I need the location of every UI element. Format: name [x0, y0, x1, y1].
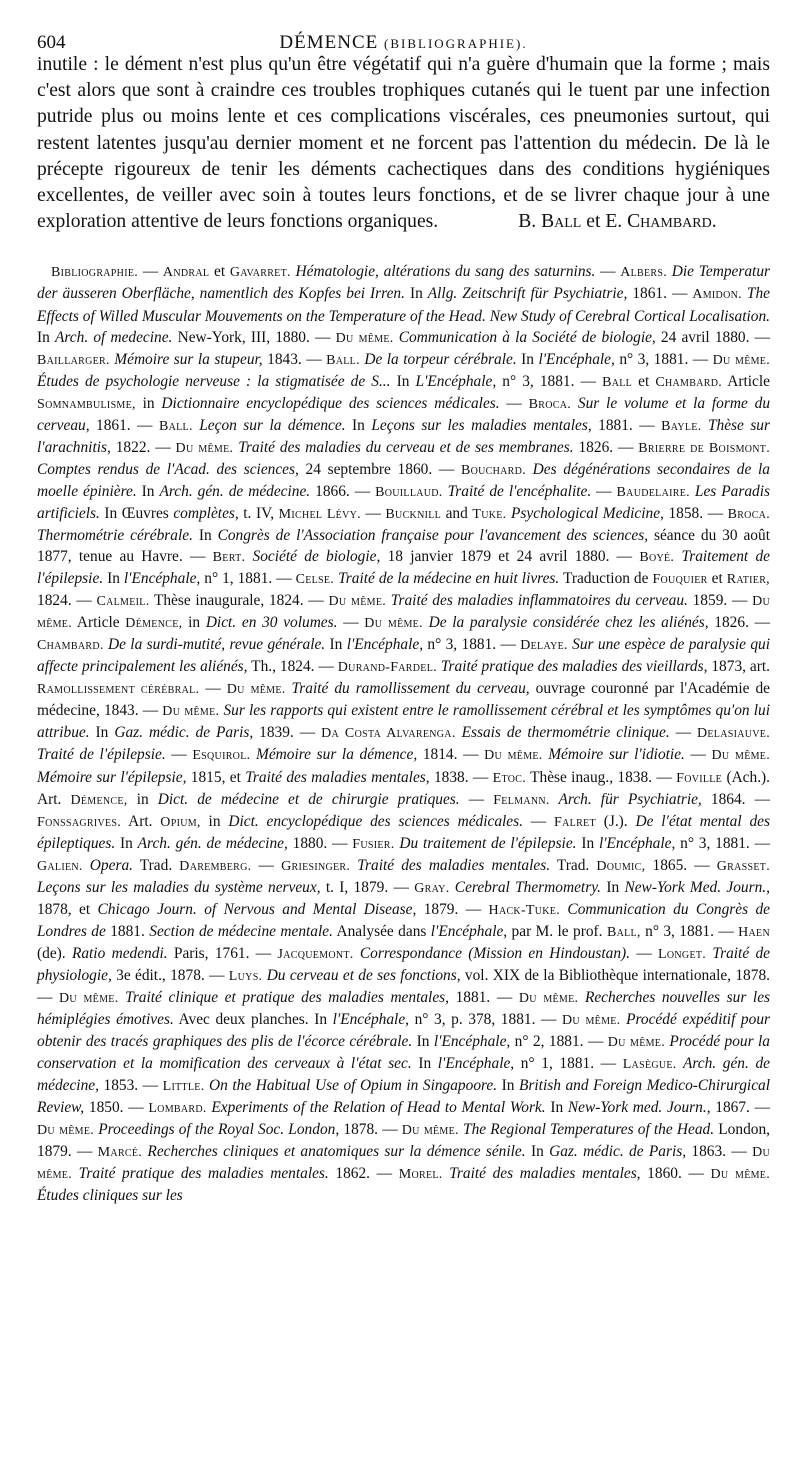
- bibliography-title: Die Temperatur der äusseren Oberfläche, namentlich des Kopfes bei Irren.: [37, 263, 771, 303]
- bibliography-text: 1864. —: [701, 790, 771, 808]
- bibliography-text: 1839. —: [253, 724, 322, 742]
- bibliography-author: Grasset.: [716, 858, 770, 874]
- bibliography-text: 1861. —: [89, 416, 159, 434]
- bibliography-title: l'Encéphale,: [598, 834, 676, 852]
- bibliography-author: Baillarger.: [37, 352, 110, 368]
- bibliography-text: London, 1879. —: [37, 1121, 771, 1161]
- bibliography-text: t. IV,: [238, 504, 279, 522]
- bibliography-text: In: [576, 834, 599, 852]
- bibliography-title: Traité de l'épilepsie.: [37, 746, 166, 764]
- bibliography-author: Lasègue.: [622, 1057, 677, 1073]
- bibliography-text: 1878. —: [339, 1121, 402, 1139]
- bibliography-text: —: [595, 263, 621, 281]
- bibliography-author: Somnambulisme,: [37, 396, 136, 412]
- bibliography-author: Little.: [162, 1079, 205, 1095]
- bibliography-text: and: [441, 504, 473, 522]
- bibliography-text: t. I, 1879. —: [320, 878, 415, 896]
- bibliography-text: —: [499, 394, 529, 412]
- bibliography-title: Arch. gén. de médecine,: [137, 834, 288, 852]
- bibliography-title: Traitement de l'épilepsie.: [37, 548, 770, 588]
- bibliography-text: par M. le prof.: [507, 922, 607, 940]
- bibliography-text: n° 1, 1881. —: [200, 570, 296, 588]
- bibliography-text: Thèse inaugurale, 1824. —: [149, 592, 329, 610]
- bibliography-text: ouvrage couronné par l'Académie de médecine, 1843. —: [37, 680, 770, 720]
- bibliography-text: 24 septembre 1860. —: [298, 460, 461, 478]
- bibliography-text: In: [115, 834, 138, 852]
- bibliography-text: n° 1, 1881. —: [514, 1055, 623, 1073]
- bibliography-text: et: [209, 263, 230, 281]
- bibliography-text: In: [412, 1033, 434, 1051]
- bibliography-title: Traité des maladies mentales.: [350, 856, 551, 874]
- bibliography-author: Du même.: [710, 1167, 771, 1183]
- bibliography-title: New-York Med. Journ.,: [624, 878, 770, 896]
- bibliography-author: Du même.: [335, 330, 394, 346]
- bibliography-author: Boyé.: [639, 550, 675, 566]
- bibliography-text: (Ach.). Art.: [37, 768, 771, 808]
- bibliography-title: Arch. für Psychiatrie,: [549, 790, 702, 808]
- bibliography-title: Communication à la Société de biologie,: [393, 328, 656, 346]
- bibliography-title: Hématologie, altérations du sang des saturnins.: [290, 263, 596, 281]
- bibliography-author: Bouillaud.: [375, 484, 443, 500]
- bibliography-author: Démence,: [125, 616, 183, 632]
- bibliography-author: Griesinger.: [281, 858, 351, 874]
- bibliography-text: 1826. —: [573, 438, 639, 456]
- bibliography-author: Felmann.: [493, 792, 550, 808]
- bibliography-text: Analysée dans: [332, 922, 431, 940]
- bibliography-title: The Regional Temperatures of the Head.: [458, 1121, 715, 1139]
- bibliography-author: Esquirol.: [192, 748, 251, 764]
- bibliography-title: Leçons sur les maladies mentales,: [371, 416, 592, 434]
- bibliography-title: Recherches cliniques et anatomiques sur la démence sénile.: [142, 1143, 526, 1161]
- bibliography-text: 1878, et: [37, 900, 98, 918]
- bibliography-author: Haen: [738, 924, 770, 940]
- bibliography-text: Article: [722, 372, 770, 390]
- bibliography-text: 18 janvier 1879 et 24 avril 1880. —: [380, 548, 640, 566]
- bibliography-title: Comptes rendus de l'Acad. des sciences,: [37, 460, 299, 478]
- bibliography-text: 1843. —: [262, 350, 327, 368]
- bibliography-text: 1859. —: [687, 592, 753, 610]
- bibliography-title: Dict. en 30 volumes.: [205, 614, 338, 632]
- bibliography-author: Bucknill: [385, 506, 442, 522]
- bibliography-text: in: [200, 812, 229, 830]
- bibliography-author: Gavarret.: [229, 265, 291, 281]
- bibliography-author: Ball,: [606, 924, 641, 940]
- bibliography-author: Fouquier: [652, 572, 708, 588]
- bibliography-text: 1880. —: [287, 834, 353, 852]
- bibliography-author: Albers.: [620, 265, 668, 281]
- bibliography-text: n° 3, 1881. —: [614, 350, 713, 368]
- author-signature-1: B. Ball: [518, 211, 582, 233]
- bibliography-author: Celse.: [295, 572, 335, 588]
- bibliography-title: New-York med. Journ.,: [567, 1099, 711, 1117]
- bibliography-author: Broca.: [727, 506, 770, 522]
- bibliography-title: Traité de physiologie,: [37, 944, 770, 984]
- bibliography-title: Dictionnaire encyclopédique des sciences médicales.: [161, 394, 500, 412]
- bibliography-author: Delasiauve.: [696, 726, 770, 742]
- bibliography-author: Luys.: [228, 968, 263, 984]
- bibliography-text: Avec deux planches. In: [173, 1011, 333, 1029]
- bibliography-title: Traité des maladies inflammatoires du cerveau.: [386, 592, 688, 610]
- bibliography-title: Procédé expéditif pour obtenir des tracés graphiques des plis de l'écorce cérébrale.: [37, 1011, 771, 1051]
- bibliography-text: Trad.: [550, 856, 597, 874]
- bibliography-title: Du traitement de l'épilepsie.: [394, 834, 577, 852]
- bibliography-author: Andral: [162, 265, 210, 281]
- bibliography-author: Du même.: [37, 1145, 770, 1183]
- bibliography-title: l'Encéphale,: [123, 570, 201, 588]
- bibliography-author: Durand-Fardel.: [337, 660, 437, 676]
- bibliography-text: In: [192, 526, 218, 544]
- bibliography-title: Mémoire sur l'idiotie.: [542, 746, 685, 764]
- bibliography-author: Falret: [554, 814, 596, 830]
- bibliography-text: et: [707, 570, 727, 588]
- bibliography-title: Des dégénérations secondaires de la moelle épinière.: [37, 460, 770, 500]
- bibliography-text: In: [516, 350, 539, 368]
- bibliography-title: Traité des maladies du cerveau et de ses membranes.: [233, 438, 574, 456]
- bibliography-title: Thèse sur l'arachnitis,: [37, 416, 770, 456]
- running-header: [37, 0, 770, 53]
- bibliography-text: 1814. —: [417, 746, 485, 764]
- bibliography-title: Traité de la médecine en huit livres.: [334, 570, 560, 588]
- bibliography-author: Longet.: [658, 946, 707, 962]
- bibliography-author: Du même.: [607, 1035, 666, 1051]
- bibliography-text: —: [337, 614, 365, 632]
- bibliography-text: —: [251, 856, 282, 874]
- bibliography-text: (de).: [37, 944, 72, 962]
- bibliography-text: et: [632, 372, 656, 390]
- bibliography-text: 1838. —: [429, 768, 493, 786]
- bibliography-text: 1815, et: [186, 768, 246, 786]
- bibliography-title: l'Encéphale,: [332, 1011, 410, 1029]
- bibliography-author: Hack-Tuke.: [488, 902, 561, 918]
- bibliography-author: Calmeil.: [96, 594, 150, 610]
- bibliography-text: In: [497, 1077, 520, 1095]
- bibliography-title: Traité pratique des maladies des vieillards,: [436, 658, 708, 676]
- bibliography-author: Du même.: [37, 1123, 95, 1139]
- bibliography-text: New-York, III, 1880. —: [172, 328, 336, 346]
- bibliography-author: Etoc.: [492, 770, 527, 786]
- bibliography-title: l'Encéphale,: [430, 922, 508, 940]
- bibliography-text: In: [545, 1099, 568, 1117]
- running-title-subtitle: (BIBLIOGRAPHIE).: [384, 36, 528, 51]
- bibliography-author: Bert.: [212, 550, 246, 566]
- bibliography-text: in: [127, 790, 158, 808]
- bibliography-text: In: [136, 482, 160, 500]
- bibliography-text: 1824. —: [37, 592, 97, 610]
- bibliography-title: Traité de l'encéphalite.: [442, 482, 592, 500]
- bibliography-title: Sur le volume et la forme du cerveau,: [37, 394, 771, 434]
- bibliography-title: Correspondance (Mission en Hindoustan).: [353, 944, 631, 962]
- bibliography-title: Traité du ramollissement du cerveau,: [285, 680, 530, 698]
- bibliography-text: In: [411, 1055, 438, 1073]
- bibliography-text: —: [591, 482, 617, 500]
- bibliography-text: Paris, 1761. —: [167, 944, 278, 962]
- bibliography-author: Opium,: [160, 814, 201, 830]
- bibliography-author: Ramollissement cérébral.: [37, 682, 200, 698]
- bibliography-author: Lombard.: [148, 1101, 207, 1117]
- bibliography-author: Du même.: [562, 1013, 621, 1029]
- bibliography-text: n° 3, 1881. —: [496, 372, 603, 390]
- bibliography-text: 1860. —: [640, 1165, 711, 1183]
- bibliography-author: Du même.: [175, 440, 234, 456]
- bibliography-text: in: [135, 394, 162, 412]
- bibliography-author: Du même.: [401, 1123, 459, 1139]
- bibliography-author: Chambard.: [37, 638, 104, 654]
- bibliography-title: British and Foreign Medico-Chirurgical Review,: [37, 1077, 770, 1117]
- bibliography-title: Chicago Journ. of Nervous and Mental Disease,: [97, 900, 417, 918]
- bibliography-title: De la torpeur cérébrale.: [359, 350, 517, 368]
- bibliography-title: Traité des maladies mentales,: [245, 768, 430, 786]
- bibliography-text: 1873, art.: [707, 658, 770, 676]
- bibliography-text: In: [103, 570, 124, 588]
- bibliography-author: Du même.: [59, 990, 119, 1006]
- bibliography-author: Du même.: [711, 748, 771, 764]
- running-title-main: DÉMENCE: [279, 32, 379, 53]
- bibliography-author: Broca.: [528, 396, 572, 412]
- bibliography-author: Du même.: [518, 990, 579, 1006]
- running-title: [37, 32, 770, 54]
- bibliography-text: n° 2, 1881. —: [510, 1033, 608, 1051]
- bibliography-text: 1822. —: [110, 438, 176, 456]
- bibliography-author: Brierre de Boismont.: [638, 440, 771, 456]
- bibliography-text: Article: [72, 614, 126, 632]
- bibliography-title: Recherches nouvelles sur les hémiplégies émotives.: [37, 988, 771, 1029]
- bibliography-text: 1881. —: [449, 988, 519, 1006]
- bibliography-text: Art.: [121, 812, 161, 830]
- bibliography-text: 1879. —: [416, 900, 489, 918]
- bibliography-author: Du même.: [712, 352, 770, 368]
- bibliography-title: Congrès de l'Association française pour l'avancement des sciences,: [217, 526, 649, 544]
- bibliography-title: Procédé pour la conservation et la momification des cerveaux à l'état sec.: [37, 1033, 770, 1073]
- bibliography-text: n° 3, 1881. —: [640, 922, 739, 940]
- bibliography-author: Amidon.: [692, 287, 742, 303]
- bibliography-text: —: [199, 680, 227, 698]
- bibliography-title: Mémoire sur la stupeur,: [109, 350, 263, 368]
- bibliography-title: Allg. Zeitschrift für Psychiatrie,: [427, 285, 628, 303]
- bibliography-title: l'Encéphale,: [538, 350, 615, 368]
- bibliography-block: [37, 261, 770, 1206]
- bibliography-text: In: [345, 416, 372, 434]
- bibliography-text: —: [138, 263, 163, 281]
- bibliography-text: —: [684, 746, 712, 764]
- page-number: 604: [37, 32, 66, 53]
- bibliography-title: l'Encéphale,: [433, 1033, 511, 1051]
- bibliography-text: vol. XIX de la Bibliothèque internationale, 1878. —: [37, 966, 770, 1006]
- bibliography-author: Fonssagrives.: [37, 814, 122, 830]
- bibliography-title: Communication du Congrès de Londres de: [37, 900, 771, 940]
- bibliography-author: Morel.: [398, 1167, 443, 1183]
- bibliography-title: l'Encéphale,: [437, 1055, 515, 1073]
- bibliography-title: De l'état mental des épileptiques.: [37, 812, 770, 852]
- bibliography-author: Doumic,: [596, 858, 646, 874]
- bibliography-text: In: [37, 328, 55, 346]
- bibliography-title: Gaz. médic. de Paris,: [549, 1143, 687, 1161]
- bibliography-author: Ratier,: [726, 572, 770, 588]
- bibliography-author: Du même.: [226, 682, 286, 698]
- bibliography-text: In: [404, 285, 428, 303]
- bibliography-author: Daremberg.: [179, 858, 252, 874]
- bibliography-text: 1861. —: [627, 285, 693, 303]
- bibliography-title: Dict. encyclopédique des sciences médicales.: [228, 812, 523, 830]
- bibliography-text: 1865. —: [645, 856, 717, 874]
- bibliography-text: In Œuvres: [99, 504, 174, 522]
- bibliography-title: Ratio medendi.: [71, 944, 168, 962]
- bibliography-text: In: [390, 372, 416, 390]
- bibliography-title: Opera.: [82, 856, 133, 874]
- bibliography-text: In: [525, 1143, 550, 1161]
- bibliography-title: complètes,: [173, 504, 239, 522]
- bibliography-author: Delaye.: [520, 638, 568, 654]
- bibliography-author: Michel Lévy.: [278, 506, 361, 522]
- signature-joiner: et: [586, 211, 601, 233]
- bibliography-author: Bayle.: [661, 418, 702, 434]
- bibliography-text: In: [601, 878, 625, 896]
- bibliography-text: Traduction de: [559, 570, 653, 588]
- bibliography-author: Du même.: [328, 594, 387, 610]
- bibliography-text: —: [669, 724, 697, 742]
- bibliography-text: n° 3, 1881. —: [423, 636, 521, 654]
- bibliography-title: Arch. gén. de médecine,: [37, 1055, 770, 1095]
- bibliography-text: —: [630, 944, 659, 962]
- bibliography-author: Démence,: [70, 792, 128, 808]
- bibliography-author: Du même.: [162, 704, 220, 720]
- body-paragraph-text: inutile : le dément n'est plus qu'un être végétatif qui n'a guère d'humain que la forme ; mais c'est alors que sont à craindre ces troubles trophiques cutanés qui le tuent par une infection putride plus ou moins lente et ces complications viscérales, ces pneumonies surtout, qui restent latentes jusqu'au dernier moment et ne forcent pas l'attention du médecin. De là le précepte rigoureux de tenir les déments cachectiques dans des conditions hygiéniques excellentes, de veiller avec soin à toutes leurs fonctions, et de se livrer chaque jour à une exploration attentive de leurs fonctions organiques.: [37, 54, 770, 233]
- bibliography-title: Les Paradis artificiels.: [37, 482, 770, 522]
- bibliography-text: 1862. —: [328, 1165, 399, 1183]
- bibliography-title: Proceedings of the Royal Soc. London,: [94, 1121, 340, 1139]
- bibliography-title: Psychological Medicine,: [506, 504, 664, 522]
- bibliography-title: L'Encéphale,: [415, 372, 497, 390]
- bibliography-author: Foville: [676, 770, 723, 786]
- bibliography-author: Du même.: [364, 616, 423, 632]
- bibliography-title: Leçon sur la démence.: [192, 416, 346, 434]
- bibliography-title: Dict. de médecine et de chirurgie pratiques.: [157, 790, 460, 808]
- bibliography-author: Du même.: [484, 748, 543, 764]
- bibliography-text: 1881. —: [591, 416, 662, 434]
- bibliography-title: On the Habitual Use of Opium in Singapoore.: [204, 1077, 498, 1095]
- author-signature-2: E. Chambard.: [605, 211, 717, 233]
- bibliography-title: Société de biologie,: [245, 548, 381, 566]
- bibliography-author: Du même.: [37, 594, 771, 632]
- bibliography-title: De la paralysie considérée chez les aliénés,: [422, 614, 709, 632]
- bibliography-title: Gaz. médic. de Paris,: [114, 724, 254, 742]
- bibliography-author: Jacquemont.: [277, 946, 354, 962]
- bibliography-text: —: [522, 812, 555, 830]
- bibliography-text: Trad.: [132, 856, 180, 874]
- bibliography-title: Études de psychologie nerveuse : la stigmatisée de S...: [37, 372, 391, 390]
- bibliography-title: l'Encéphale,: [346, 636, 424, 654]
- bibliography-title: Essais de thermométrie clinique.: [455, 724, 670, 742]
- bibliography-text: n° 3, 1881. —: [675, 834, 770, 852]
- bibliography-text: 3e édit., 1878. —: [111, 966, 229, 984]
- bibliography-title: Cerebral Thermometry.: [449, 878, 602, 896]
- bibliography-text: séance du 30 août 1877, tenue au Havre. —: [37, 526, 770, 566]
- bibliography-title: Thermométrie cérébrale.: [37, 526, 193, 544]
- bibliography-author: Da Costa Alvarenga.: [321, 726, 456, 742]
- bibliography-author: Ball.: [158, 418, 193, 434]
- bibliography-text: n° 3, p. 378, 1881. —: [409, 1011, 562, 1029]
- bibliography-text: 24 avril 1880. —: [655, 328, 771, 346]
- bibliography-text: 1826. —: [708, 614, 771, 632]
- bibliography-title: Études cliniques sur les: [37, 1187, 183, 1205]
- bibliography-title: Traité clinique et pratique des maladies mentales,: [118, 988, 449, 1006]
- bibliography-text: —: [165, 746, 193, 764]
- bibliography-title: Experiments of the Relation of Head to Mental Work.: [206, 1099, 546, 1117]
- bibliography-title: De la surdi-mutité, revue générale.: [103, 636, 326, 654]
- bibliography-title: Leçons sur les maladies du système nerveux,: [37, 878, 321, 896]
- bibliography-author: Ball.: [326, 352, 360, 368]
- bibliography-author: Bibliographie.: [51, 265, 139, 281]
- bibliography-title: Arch. gén. de médecine.: [159, 482, 311, 500]
- bibliography-title: Mémoire sur la démence,: [250, 746, 418, 764]
- bibliography-title: Traité des maladies mentales,: [442, 1165, 641, 1183]
- bibliography-title: Traité pratique des maladies mentales.: [72, 1165, 329, 1183]
- bibliography-text: 1881.: [105, 922, 150, 940]
- bibliography-text: In: [325, 636, 347, 654]
- bibliography-title: Section de médecine mentale.: [149, 922, 333, 940]
- bibliography-title: The Effects of Willed Muscular Mouvements on the Temperature of the Head. New Study of Cerebral Cortical Localisation.: [37, 285, 771, 325]
- bibliography-author: Baudelaire.: [616, 484, 690, 500]
- bibliography-text: in: [182, 614, 206, 632]
- bibliography-text: Thèse inaug., 1838. —: [526, 768, 677, 786]
- bibliography-text: 1850. —: [84, 1099, 149, 1117]
- bibliography-title: Arch. of medecine.: [54, 328, 173, 346]
- bibliography-title: Sur une espèce de paralysie qui affecte principalement les aliénés,: [37, 636, 770, 676]
- bibliography-text: (J.).: [595, 812, 636, 830]
- bibliography-author: Bouchard.: [460, 462, 526, 478]
- bibliography-author: Tuke.: [472, 506, 507, 522]
- bibliography-author: Fusier.: [352, 836, 395, 852]
- bibliography-text: 1866. —: [310, 482, 376, 500]
- bibliography-text: 1867. —: [710, 1099, 771, 1117]
- bibliography-title: Sur les rapports qui existent entre le ramollissement cérébral et les symptômes qu'on lui attribue.: [37, 702, 771, 742]
- bibliography-author: Gray.: [414, 880, 450, 896]
- bibliography-author: Galien.: [37, 858, 83, 874]
- bibliography-text: 1853. —: [98, 1077, 163, 1095]
- body-paragraph: [37, 52, 770, 235]
- bibliography-text: 1858. —: [663, 504, 728, 522]
- bibliography-author: Ball: [602, 374, 633, 390]
- bibliography-text: Th., 1824. —: [247, 658, 338, 676]
- bibliography-text: 1863. —: [686, 1143, 753, 1161]
- bibliography-text: —: [360, 504, 386, 522]
- bibliography-author: Chambard.: [655, 374, 723, 390]
- bibliography-title: Du cerveau et de ses fonctions,: [262, 966, 461, 984]
- bibliography-title: Mémoire sur l'épilepsie,: [37, 768, 187, 786]
- bibliography-text: In: [89, 724, 115, 742]
- bibliography-author: Marcé.: [97, 1145, 143, 1161]
- bibliography-text: —: [459, 790, 494, 808]
